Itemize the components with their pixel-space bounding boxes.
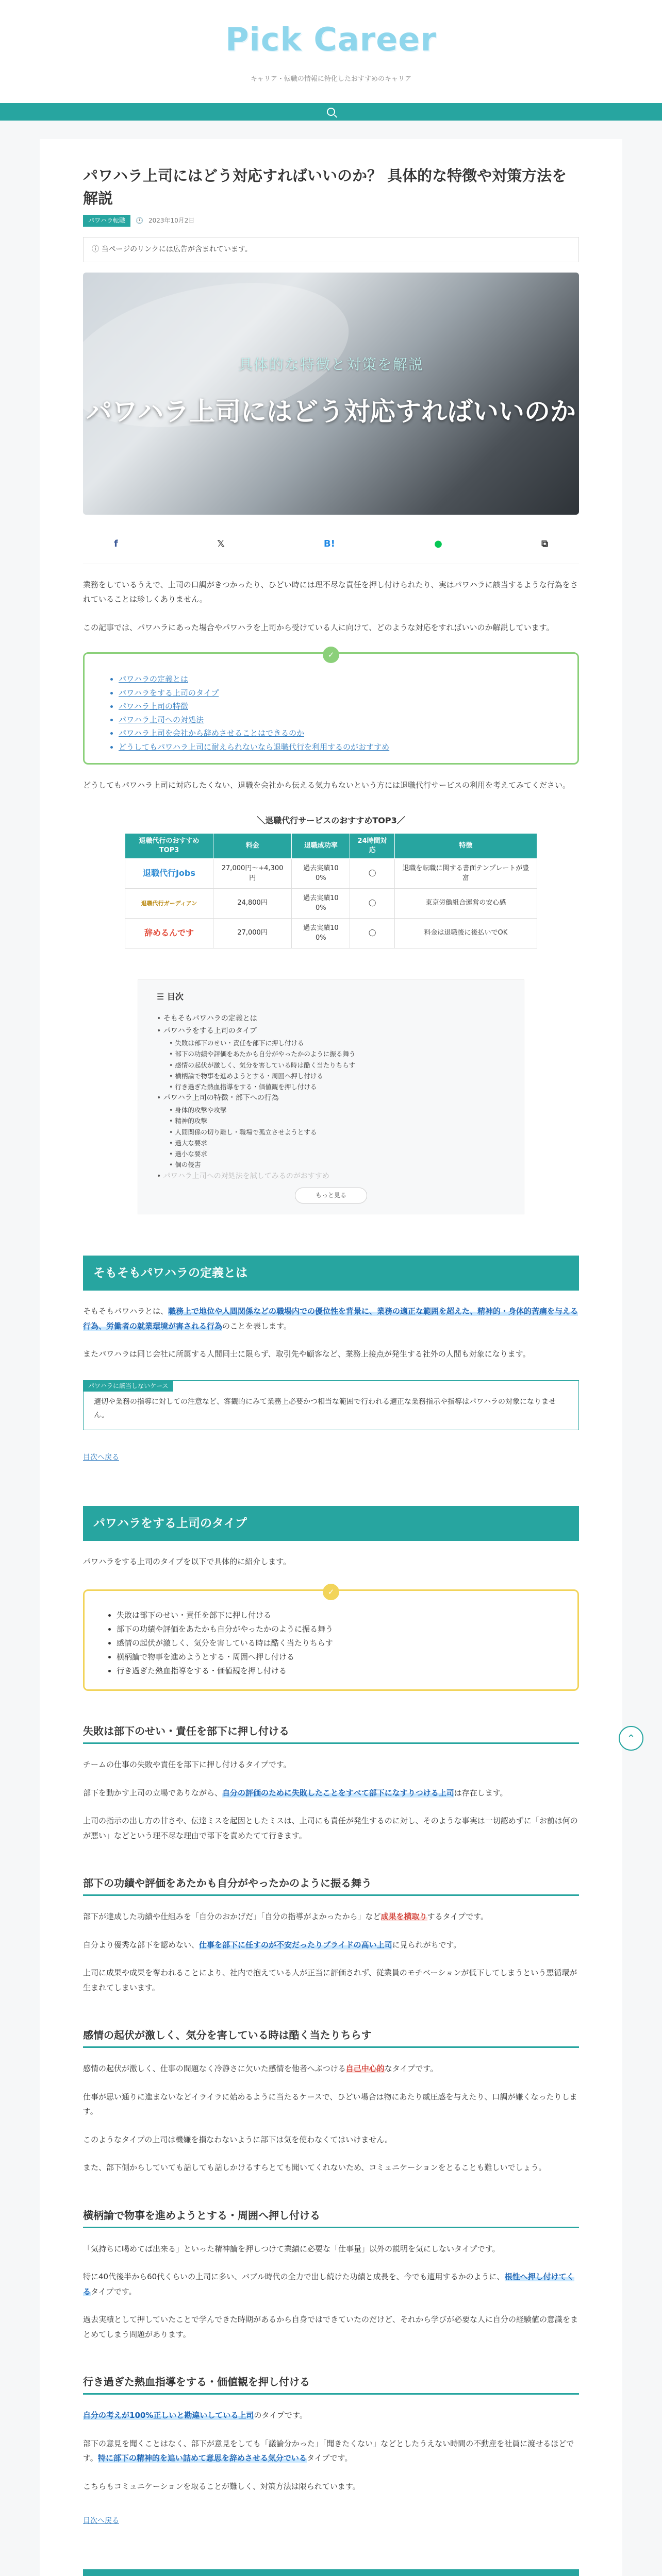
text-span: なタイプです。 — [384, 2064, 438, 2074]
toc-item-label[interactable]: パワハラ上司の特徴・部下への行為 — [163, 1094, 279, 1103]
service-support: ◯ — [350, 889, 394, 919]
info-icon: ⓘ — [92, 245, 102, 254]
text-span: 感情の起伏が激しく、仕事の間題なく冷静さに欠いた感情を他者へぶつける — [83, 2064, 346, 2074]
highlight-text: 職務上で地位や人間関係などの職場内での優位性を背景に、業務の適正な範囲を超えた、精神的・身体的苦痛を与える行為、労働者の就業環境が害される行為 — [83, 1307, 578, 1331]
highlight-text: 特に部下の精神的を追い詰めて意思を辞めさせる気分でいる — [97, 2453, 307, 2463]
summary-box — [83, 652, 579, 765]
toc-subitem[interactable]: • 部下の功績や評価をあたかも自分がやったかのように振る舞う — [169, 1048, 505, 1059]
calendar-icon: 🕐 — [136, 217, 143, 225]
paragraph — [83, 2061, 579, 2076]
section-heading-traits — [83, 2569, 579, 2576]
highlight-text: 自分の考えが100%正しいと勘違いしている上司 — [83, 2411, 254, 2420]
subheading-values: 行き過ぎた熱血指導をする・価値観を押し付ける — [83, 2372, 579, 2395]
toc-subitem[interactable]: • 精神的攻撃 — [169, 1115, 505, 1126]
list-icon: ☰ — [157, 992, 167, 1002]
toc-subitem[interactable]: • 横柄論で物事を進めようとする・周囲へ押し付ける — [169, 1071, 505, 1081]
section-heading-types: パワハラをする上司のタイプ — [83, 1506, 579, 1541]
caption-box — [83, 1380, 579, 1430]
text-span: 部下を動かす上司の立場でありながら、 — [83, 1788, 223, 1798]
site-logo[interactable]: Pick Career — [225, 21, 437, 58]
definition-paragraph-2: またパワハラは同じ会社に所属する人間同士に限らず、取引先や顧客など、業務上接点が発生する社外の人間も対象になります。 — [83, 1349, 531, 1359]
site-tagline: キャリア・転職の情報に特化したおすすめのキャリア — [250, 75, 412, 83]
intro-paragraph-1: 業務をしているうえで、上司の口調がきつかったり、ひどい時には理不尽な責任を押し付けられたり、実はパワハラに該当するような行為をされていることは珍しくありません。 — [83, 580, 578, 604]
paragraph — [83, 2408, 579, 2423]
text-span: するタイプです。 — [427, 1912, 489, 1922]
chevron-up-icon: ⌃ — [626, 1732, 636, 1744]
paragraph: このようなタイプの上司は機嫌を損なわないように部下は気を使わなくてはいけません。 — [83, 2134, 393, 2144]
intro-paragraph-3: どうしてもパワハラ上司に対応したくない、退職を会社から伝える気力もないという方には退職代行サービスの利用を考えてみてください。 — [83, 780, 571, 790]
summary-link[interactable]: • パワハラ上司を会社から辞めさせることはできるのか — [119, 726, 557, 740]
article-container — [40, 139, 622, 2576]
paragraph — [83, 1909, 579, 1924]
list-item: • 行き過ぎた熱血指導をする・価値観を押し付ける — [117, 1664, 559, 1678]
paragraph: こちらもコミュニケーションを取ることが難しく、対策方法は限られています。 — [83, 2481, 360, 2491]
toc-item[interactable]: • そもそもパワハラの定義とは — [157, 1013, 505, 1025]
service-logo[interactable]: 退職代行ガーディアン — [125, 889, 213, 919]
article-title: パワハラ上司にはどう対応すればいいのか？ 具体的な特徴や対策方法を解説 — [83, 167, 567, 207]
article-meta — [83, 215, 579, 227]
toc-subitem[interactable]: • 人間関係の切り離し・職場で孤立させようとする — [169, 1127, 505, 1138]
list-item: • 部下の功績や評価をあたかも自分がやったかのように振る舞う — [117, 1622, 559, 1636]
back-to-toc-link[interactable]: 目次へ戻る — [83, 1453, 119, 1462]
search-icon[interactable] — [327, 108, 335, 116]
table-header: 退職代行のおすすめTOP3 — [125, 833, 213, 858]
intro-paragraph-2: この記事では、パワハラにあった場合やパワハラを上司から受けている人に向けて、どのような対応をすればいいのか解説しています。 — [83, 622, 554, 632]
scroll-to-toc-button[interactable] — [619, 1726, 643, 1751]
paragraph: また、部下側からしていても話しても話しかけるすらとても聞いてくれないため、コミュニケーションをとることも難しいでしょう。 — [83, 2163, 547, 2173]
definition-paragraph — [83, 1304, 579, 1333]
paragraph: 上司の指示の出し方の甘さや、伝達ミスを起因としたミスは、上司にも責任が発生するのに対し、そのような事実は一切認めずに「お前は何のが悪い」などという理不尽な理由で部下を責めたてて行きます。 — [83, 1816, 578, 1840]
list-item: • 感情の起伏が激しく、気分を害している時は酷く当たりちらす — [117, 1636, 559, 1650]
text-span: 自分より優秀な部下を認めない、 — [83, 1940, 200, 1950]
summary-link[interactable]: • パワハラの定義とは — [119, 672, 557, 686]
service-feature: 退職を転職に関する書面テンプレートが豊富 — [394, 859, 537, 889]
hatena-icon[interactable]: B! — [323, 538, 335, 549]
paragraph — [83, 2436, 579, 2466]
check-icon: ✓ — [323, 1584, 339, 1600]
table-header: 料金 — [213, 833, 291, 858]
toc-subitem[interactable]: • 行き過ぎた熱血指導をする・価値観を押し付ける — [169, 1081, 505, 1092]
highlight-text: 自分の評価のために失敗したことをすべて部下になすりつける上司 — [222, 1788, 454, 1798]
paragraph: チームの仕事の失敗や責任を部下に押し付けるタイプです。 — [83, 1760, 291, 1770]
toc-item-faded[interactable]: • パワハラ上司への対処法を試してみるのがおすすめ — [157, 1171, 505, 1183]
list-item: • 横柄論で物事を進めようとする・周囲へ押し付ける — [117, 1650, 559, 1664]
hero-title: パワハラ上司にはどう対応すればいいのか — [86, 396, 576, 427]
text-span: タイプです。 — [306, 2453, 353, 2463]
text-span: そもそもパワハラとは、 — [83, 1307, 169, 1316]
subheading-emotion: 感情の起伏が激しく、気分を害している時は酷く当たりちらす — [83, 2026, 579, 2048]
toc-more-button[interactable]: もっと見る — [295, 1188, 367, 1204]
summary-link[interactable]: • パワハラ上司への対処法 — [119, 713, 557, 726]
text-span: のタイプです。 — [254, 2411, 307, 2420]
service-logo[interactable]: 退職代行Jobs — [125, 859, 213, 889]
service-price: 27,000円〜+4,300円 — [213, 859, 291, 889]
table-row — [125, 889, 537, 919]
services-title: ＼退職代行サービスのおすすめTOP3／ — [257, 816, 405, 826]
services-table — [125, 833, 537, 948]
text-span: に見られがちです。 — [392, 1940, 461, 1950]
pr-notice-text: 当ページのリンクには広告が含まれています。 — [101, 245, 252, 254]
hero-image — [83, 273, 579, 515]
table-header: 特徴 — [394, 833, 537, 858]
toc-subitem[interactable]: • 個の侵害 — [169, 1159, 505, 1170]
subheading-spirit: 横柄論で物事を進めようとする・周囲へ押し付ける — [83, 2206, 579, 2228]
nav-bar — [0, 103, 662, 121]
text-span: 部下が達成した功績や仕組みを「自分のおかげだ」「自分の指導がよかったから」など — [83, 1912, 381, 1922]
pr-notice — [83, 237, 579, 262]
caption-label: パワハラに該当しないケース — [83, 1380, 173, 1392]
text-span: 特に40代後半から60代くらいの上司に多い、バブル時代の全力で出し続けた功績と成長を、今でも適用するかのように、 — [83, 2272, 505, 2282]
post-date: 2023年10月2日 — [148, 217, 195, 225]
service-price: 24,800円 — [213, 889, 291, 919]
toc-heading — [157, 989, 505, 1005]
highlight-text: 根性へ押し付けてくる — [83, 2272, 574, 2296]
text-span: のことを表します。 — [222, 1321, 291, 1331]
check-icon: ✓ — [323, 647, 339, 663]
toc-subitem[interactable]: • 身体的攻撃や攻撃 — [169, 1105, 505, 1115]
line-icon[interactable]: ● — [434, 538, 442, 549]
summary-link[interactable]: • パワハラをする上司のタイプ — [119, 686, 557, 700]
types-intro: パワハラをする上司のタイプを以下で具体的に紹介します。 — [83, 1556, 291, 1566]
toc-subitem[interactable]: • 過大な要求 — [169, 1138, 505, 1148]
highlight-text: 仕事を部下に任すのが不安だったりプライドの高い上司 — [199, 1940, 392, 1950]
back-to-toc-link[interactable]: 目次へ戻る — [83, 2517, 119, 2526]
service-rate: 過去実績10 0% — [292, 859, 350, 889]
caption-text: 適切や業務の指導に対しての注意など、客観的にみて業務上必要かつ相当な範囲で行われる適正な業務指示や指導はパワハラの対象になりません。 — [94, 1397, 556, 1420]
copy-link-icon[interactable]: ⧉ — [541, 538, 548, 549]
toc-item[interactable] — [157, 1092, 505, 1170]
service-feature: 料金は退職後に後払いでOK — [394, 919, 537, 948]
table-row — [125, 919, 537, 948]
subheading-credit: 部下の功績や評価をあたかも自分がやったかのように振る舞う — [83, 1874, 579, 1896]
summary-link[interactable]: • どうしてもパワハラ上司に耐えられないなら退職代行を利用するのがおすすめ — [119, 740, 557, 754]
toc-item-label[interactable]: パワハラをする上司のタイプ — [163, 1027, 257, 1036]
x-icon[interactable]: 𝕏 — [217, 538, 225, 549]
summary-link[interactable]: • パワハラ上司の特徴 — [119, 700, 557, 713]
toc-item[interactable] — [157, 1025, 505, 1092]
list-item: • 失敗は部下のせい・責任を部下に押し付ける — [117, 1608, 559, 1622]
toc-subitem[interactable]: • 感情の起伏が激しく、気分を害している時は酷く当たりちらす — [169, 1060, 505, 1071]
paragraph: 「気持ちに喝めてば出来る」といった精神論を押しつけて業績に必要な「仕事量」以外の説明を気にしないタイプです。 — [83, 2244, 500, 2253]
table-header: 退職成功率 — [292, 833, 350, 858]
types-summary-box — [83, 1589, 579, 1691]
facebook-icon[interactable]: f — [114, 538, 118, 549]
service-price: 27,000円 — [213, 919, 291, 948]
table-header: 24時間対応 — [350, 833, 394, 858]
paragraph: 上司に成果や成果を奪われることにより、社内で抱えている人が正当に評価されず、従業員のモチベーションが低下してしまうという悪循環が生まれてしまいます。 — [83, 1968, 577, 1992]
paragraph: 過去実績として押していたことで学んできた時期があるから自身ではできていたのだけど、それから学びが必要な人に自分の経験値の意識をまとめてしまう問題があります。 — [83, 2315, 578, 2339]
toc-subitem[interactable]: • 失敗は部下のせい・責任を部下に押し付ける — [169, 1038, 505, 1048]
hero-subtitle: 具体的な特徴と対策を解説 — [238, 355, 424, 373]
service-logo[interactable]: 辞めるんです — [125, 919, 213, 948]
category-badge[interactable]: パワハラ転職 — [83, 215, 130, 227]
text-span: は存在します。 — [454, 1788, 508, 1798]
service-support: ◯ — [350, 859, 394, 889]
site-header — [0, 0, 662, 103]
text-span: 部下の意見を聞くことはなく、部下が意見をしても「議論分かった」「聞きたくない」などとしたうえない時間の不動産を社員に渡せるほどです。 — [83, 2438, 574, 2463]
service-rate: 過去実績10 0% — [292, 919, 350, 948]
toc-title: 目次 — [167, 992, 184, 1002]
paragraph — [83, 2269, 579, 2299]
service-feature: 東京労働組合運営の安心感 — [394, 889, 537, 919]
section-heading-definition: そもそもパワハラの定義とは — [83, 1256, 579, 1291]
subheading-blame: 失敗は部下のせい・責任を部下に押し付ける — [83, 1722, 579, 1744]
service-support: ◯ — [350, 919, 394, 948]
paragraph — [83, 1938, 579, 1953]
text-span: タイプです。 — [91, 2286, 137, 2296]
share-buttons — [83, 515, 579, 564]
toc-subitem[interactable]: • 過小な要求 — [169, 1148, 505, 1159]
highlight-text: 自己中心的 — [345, 2064, 385, 2074]
table-of-contents — [138, 979, 524, 1214]
highlight-text: 成果を横取り — [380, 1912, 427, 1922]
paragraph: 仕事が思い通りに進まないなどイライラに始めるように当たるケースで、ひどい場合は物にあたり威圧感を与えたり、口調が嫌くなったりします。 — [83, 2092, 577, 2116]
table-row — [125, 859, 537, 889]
paragraph — [83, 1786, 579, 1801]
service-rate: 過去実績10 0% — [292, 889, 350, 919]
